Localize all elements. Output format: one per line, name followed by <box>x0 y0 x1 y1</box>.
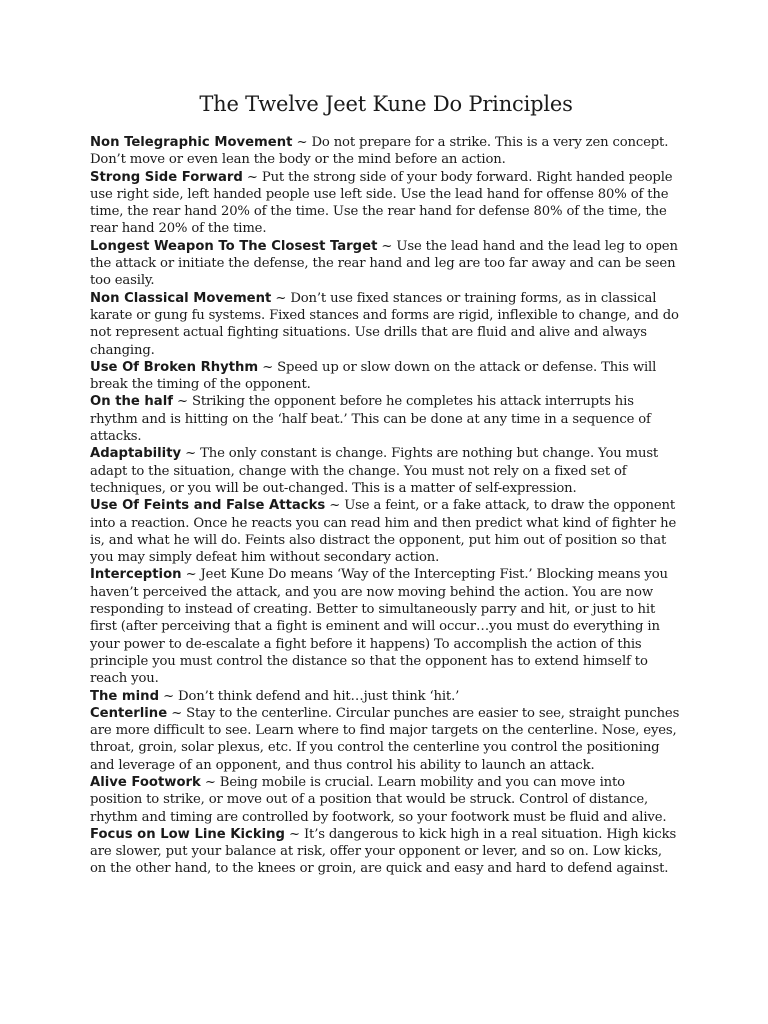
principle-text: The only constant is change. Fights are nothing but change. You must adapt to the situation, change with the change. You must not rely on a fixed set of techniques, or you will be out-changed. This is a matter of self-expression. <box>90 446 659 496</box>
document-title: The Twelve Jeet Kune Do Principles <box>199 92 573 116</box>
principle-paragraph <box>90 566 680 687</box>
principle-text: Use the lead hand and the lead leg to open the attack or initiate the defense, the rear hand and leg are too far away and can be seen too easily. <box>90 238 678 289</box>
separator: ~ <box>185 567 197 583</box>
principle-paragraph <box>90 169 680 238</box>
principle-paragraph <box>90 774 680 826</box>
principle-paragraph <box>90 134 680 169</box>
separator: ~ <box>296 135 308 150</box>
principle-paragraph <box>90 359 680 394</box>
principle-name: Non Classical Movement <box>90 290 272 306</box>
principle-name: Adaptability <box>90 446 182 462</box>
principle-text: Striking the opponent before he completes his attack interrupts his rhythm and is hitting on the ‘half beat.’ This can be done at any time in a sequence of attacks. <box>90 394 651 445</box>
principle-paragraph <box>90 497 680 566</box>
separator: ~ <box>275 290 287 306</box>
principle-text: Speed up or slow down on the attack or defense. This will break the timing of the opponent. <box>90 359 657 393</box>
principle-text: Don’t think defend and hit…just think ‘hit.’ <box>178 688 460 704</box>
separator: ~ <box>163 688 174 704</box>
separator: ~ <box>381 238 393 254</box>
principle-text: Do not prepare for a strike. This is a very zen concept. Don’t move or even lean the body or the mind before an action. <box>90 135 669 168</box>
principle-paragraph <box>90 688 680 705</box>
separator: ~ <box>185 446 197 462</box>
principle-paragraph <box>90 705 680 774</box>
principle-name: Non Telegraphic Movement <box>90 135 293 150</box>
principle-text: Don’t use fixed stances or training forms, as in classical karate or gung fu systems. Fixed stances and forms are rigid, inflexible to change, and do not represent actual fighting situations. Use drills that are fluid and alive and always changing. <box>90 290 679 358</box>
principle-name: On the half <box>90 394 173 410</box>
principle-text: Put the strong side of your body forward. Right handed people use right side, left handed people use left side. Use the lead hand for offense 80% of the time, the rear hand 20% of the time. Use the rear hand for defense 80% of the time, the rear hand 20% of the time. <box>90 169 673 237</box>
principle-name: Centerline <box>90 705 168 721</box>
principle-paragraph <box>90 290 680 359</box>
principle-paragraph <box>90 393 680 445</box>
document-page <box>90 92 680 878</box>
principle-paragraph <box>90 826 680 878</box>
principle-name: Strong Side Forward <box>90 169 243 185</box>
principle-text: It’s dangerous to kick high in a real situation. High kicks are slower, put your balance at risk, offer your opponent or lever, and so on. Low kicks, on the other hand, to the knees or groin, are quick and easy and hard to defend against. <box>90 826 677 877</box>
separator: ~ <box>171 705 183 721</box>
separator: ~ <box>204 774 216 790</box>
principle-text: Stay to the centerline. Circular punches are easier to see, straight punches are more difficult to see. Learn where to find major targets on the centerline. Nose, eyes, throat, groin, solar plexus, etc. If you control the centerline you control the positioning and leverage of an opponent, and thus control his ability to launch an attack. <box>90 705 680 773</box>
principle-text: Jeet Kune Do means ‘Way of the Intercepting Fist.’ Blocking means you haven’t perceived the attack, and you are now moving behind the action. You are now responding to instead of creating. Better to simultaneously parry and hit, or just to hit first (after perceiving that a fight is eminent and will occur…you must do everything in your power to de-escalate a fight before it happens) To accomplish the action of this principle you must control the distance so that the opponent has to extend himself to reach you. <box>90 567 668 687</box>
separator: ~ <box>329 498 341 514</box>
principle-text: Use a feint, or a fake attack, to draw the opponent into a reaction. Once he reacts you can read him and then predict what kind of fighter he is, and what he will do. Feints also distract the opponent, put him out of position so that you may simply defeat him without secondary action. <box>90 498 677 566</box>
principle-name: Interception <box>90 567 182 583</box>
separator: ~ <box>289 826 300 842</box>
separator: ~ <box>177 394 188 410</box>
principle-name: Focus on Low Line Kicking <box>90 826 285 842</box>
principle-name: Use Of Feints and False Attacks <box>90 498 326 514</box>
principle-name: The mind <box>90 688 160 704</box>
principle-name: Longest Weapon To The Closest Target <box>90 238 378 254</box>
principle-paragraph <box>90 445 680 497</box>
separator: ~ <box>262 359 274 375</box>
principle-name: Alive Footwork <box>90 774 201 790</box>
principle-name: Use Of Broken Rhythm <box>90 359 259 375</box>
principle-text: Being mobile is crucial. Learn mobility and you can move into position to strike, or move out of a position that would be struck. Control of distance, rhythm and timing are controlled by footwork, so your footwork must be fluid and alive. <box>90 774 667 825</box>
principles-list <box>90 134 680 878</box>
separator: ~ <box>246 169 258 185</box>
principle-paragraph <box>90 238 680 290</box>
